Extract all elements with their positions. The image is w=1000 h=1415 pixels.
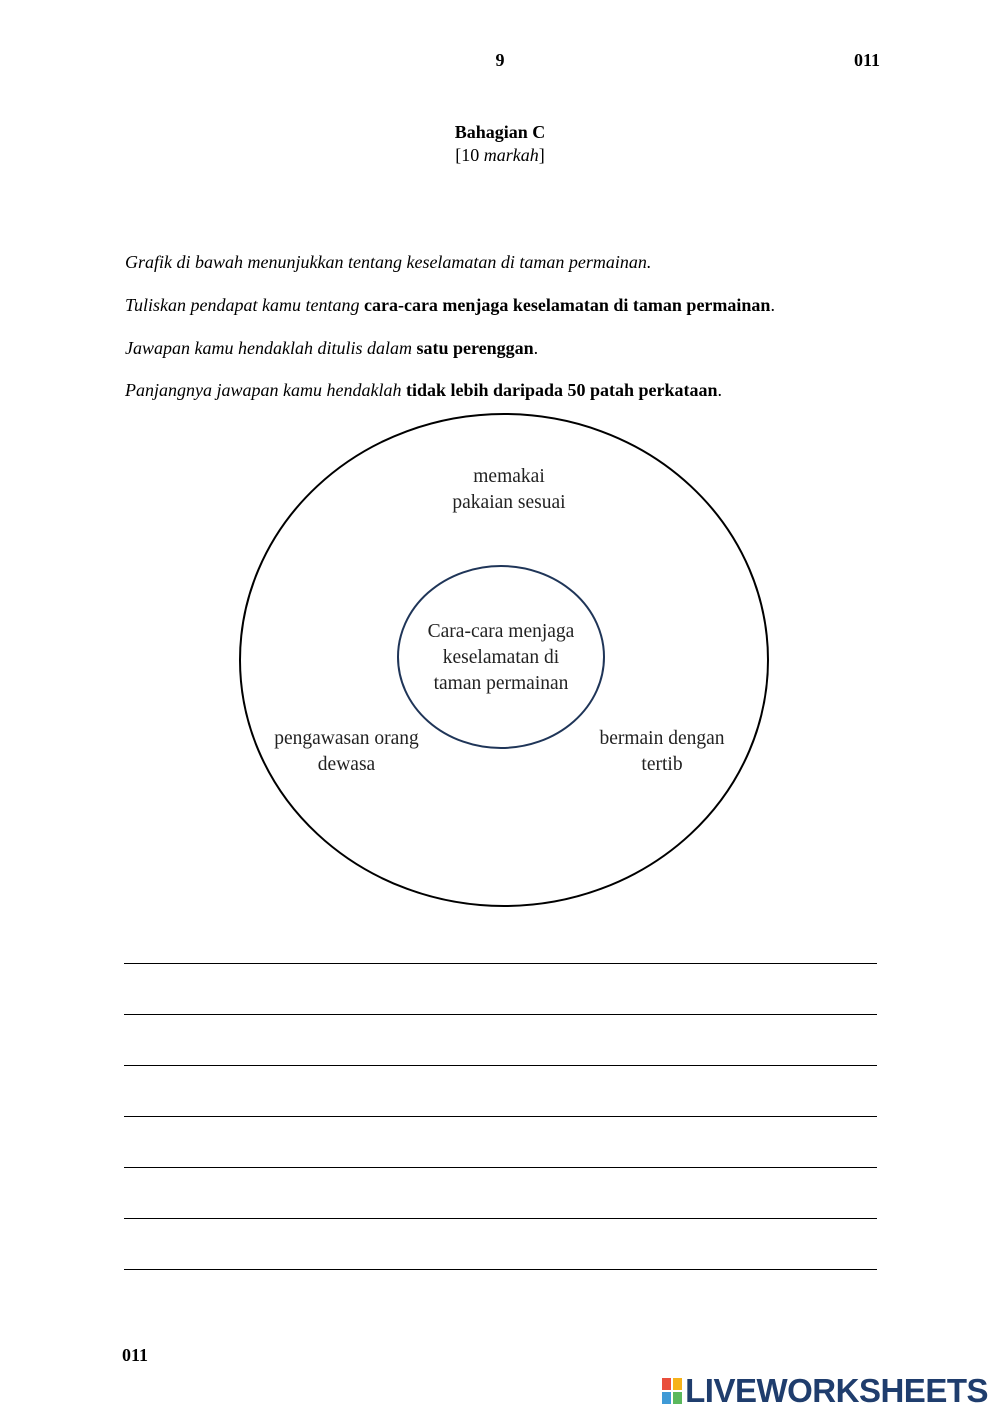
section-title: Bahagian C xyxy=(454,122,546,142)
section-marks: [10 markah] xyxy=(455,145,545,165)
label-top: memakai pakaian sesuai xyxy=(452,466,566,513)
instruction-1: Grafik di bawah menunjukkan tentang keselamatan di taman permainan. xyxy=(125,252,652,272)
instruction-2: Tuliskan pendapat kamu tentang cara-cara menjaga keselamatan di taman permainan. xyxy=(125,295,775,315)
answer-line[interactable] xyxy=(124,1218,877,1219)
label-center: Cara-cara menjaga keselamatan di taman permainan xyxy=(427,621,575,694)
label-left: pengawasan orang dewasa xyxy=(274,728,419,775)
answer-line[interactable] xyxy=(124,1269,877,1270)
instruction-4: Panjangnya jawapan kamu hendaklah tidak lebih daripada 50 patah perkataan. xyxy=(125,380,723,400)
brand-text: LIVEWORKSHEETS xyxy=(685,1372,988,1409)
instruction-3: Jawapan kamu hendaklah ditulis dalam satu perenggan. xyxy=(125,338,539,358)
liveworksheets-logo xyxy=(662,1372,988,1410)
answer-line[interactable] xyxy=(124,963,877,964)
circle-map-diagram xyxy=(236,412,772,910)
paper-code-bottom: 011 xyxy=(122,1345,149,1365)
answer-line[interactable] xyxy=(124,1065,877,1066)
liveworksheets-icon xyxy=(662,1378,682,1404)
page-number: 9 xyxy=(495,50,505,70)
answer-line[interactable] xyxy=(124,1014,877,1015)
answer-line[interactable] xyxy=(124,1116,877,1117)
label-right: bermain dengan tertib xyxy=(599,728,725,775)
section-heading xyxy=(300,121,700,167)
answer-line[interactable] xyxy=(124,1167,877,1168)
paper-code-top: 011 xyxy=(853,50,880,70)
